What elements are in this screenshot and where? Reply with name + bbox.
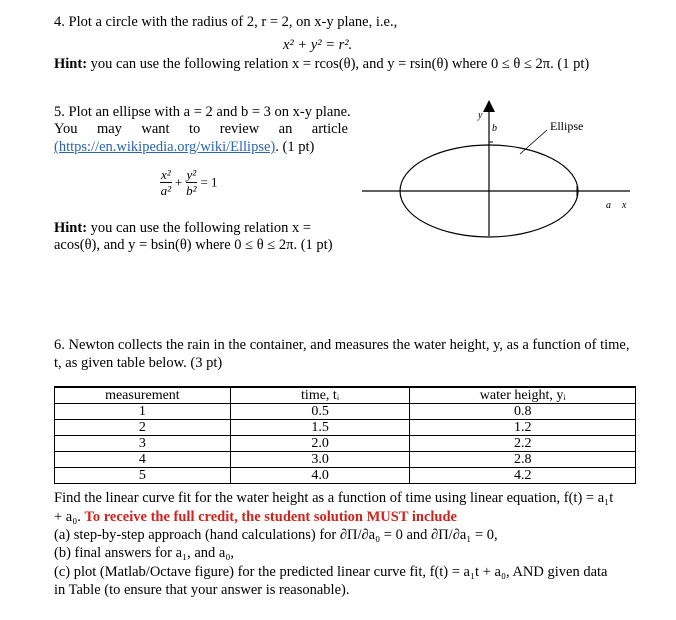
- ellipse-term-x: [160, 168, 172, 197]
- equals-one: = 1: [200, 174, 218, 190]
- q6-plus-a0: + a₀.: [54, 509, 85, 525]
- q6-credit-warning: To receive the full credit, the student solution MUST include: [84, 509, 457, 525]
- ellipse-figure: [348, 96, 640, 242]
- q6-item-b: (b) final answers for a₁, and a₀,: [54, 545, 235, 561]
- q4-hint-text: you can use the following relation x = rcos(θ), and y = rsin(θ) where 0 ≤ θ ≤ 2π. (1 pt): [90, 56, 590, 72]
- table-cell: 1.2: [410, 420, 636, 436]
- q5-hint-label: Hint:: [54, 220, 88, 236]
- ellipse-equation: [160, 168, 218, 197]
- table-cell: 3.0: [230, 452, 410, 468]
- table-cell: 2.0: [230, 436, 410, 452]
- q6-item-c-line2: in Table (to ensure that your answer is reasonable).: [54, 582, 350, 598]
- q4-hint: [54, 56, 589, 73]
- table-cell: 2: [55, 420, 231, 436]
- ellipse-term-y: [186, 168, 198, 197]
- q5-review-line: You may want to review an article: [54, 121, 348, 137]
- table-cell: 4.2: [410, 468, 636, 484]
- q6-statement-line2: t, as given table below. (3 pt): [54, 355, 223, 371]
- ellipse-leader-line: [520, 130, 547, 154]
- table-cell: 5: [55, 468, 231, 484]
- q4-statement: 4. Plot a circle with the radius of 2, r = 2, on x-y plane, i.e.,: [54, 14, 398, 30]
- b-label: b: [492, 123, 497, 134]
- q6-fit-instruction: Find the linear curve fit for the water height as a function of time using linear equation, f(t) = a₁t: [54, 490, 614, 506]
- table-cell: 3: [55, 436, 231, 452]
- q5-hint-line1: you can use the following relation x =: [90, 220, 312, 236]
- q6-item-c-line1: (c) plot (Matlab/Octave figure) for the predicted linear curve fit, f(t) = a₁t + a₀, AND given data: [54, 564, 608, 580]
- table-cell: 2.2: [410, 436, 636, 452]
- table-row: [55, 468, 636, 484]
- b-squared: b²: [186, 183, 197, 198]
- header-measurement: measurement: [55, 387, 231, 404]
- table-cell: 4.0: [230, 468, 410, 484]
- table-header-row: [55, 387, 636, 404]
- q5-statement: 5. Plot an ellipse with a = 2 and b = 3 on x-y plane.: [54, 104, 351, 120]
- header-time: time, tᵢ: [230, 387, 410, 404]
- q4-hint-label: Hint:: [54, 56, 88, 72]
- a-label: a: [606, 200, 611, 211]
- q5-hint: [54, 220, 311, 237]
- x-axis-label: x: [622, 200, 627, 211]
- water-height-table: [54, 386, 636, 484]
- q5-link-line: [54, 139, 314, 156]
- plus-sign: +: [174, 174, 183, 190]
- x-squared: x²: [161, 167, 171, 182]
- table-cell: 2.8: [410, 452, 636, 468]
- a-squared: a²: [160, 183, 172, 198]
- q5-points: . (1 pt): [275, 139, 315, 155]
- q4-equation: x² + y² = r².: [283, 37, 353, 53]
- table-row: [55, 452, 636, 468]
- y-squared: y²: [186, 167, 197, 182]
- y-axis-label: y: [478, 110, 483, 121]
- table-row: [55, 436, 636, 452]
- q5-hint-line2: acos(θ), and y = bsin(θ) where 0 ≤ θ ≤ 2π. (1 pt): [54, 237, 333, 253]
- table-cell: 1.5: [230, 420, 410, 436]
- wikipedia-ellipse-link[interactable]: (https://en.wikipedia.org/wiki/Ellipse): [54, 139, 276, 155]
- q6-credit-line: [54, 509, 457, 526]
- ellipse-label: Ellipse: [550, 119, 584, 133]
- q6-item-a: (a) step-by-step approach (hand calculations) for ∂Π/∂a₀ = 0 and ∂Π/∂a₁ = 0,: [54, 527, 498, 543]
- table-row: [55, 420, 636, 436]
- table-cell: 4: [55, 452, 231, 468]
- table-cell: 0.5: [230, 404, 410, 420]
- table-row: [55, 404, 636, 420]
- table-cell: 1: [55, 404, 231, 420]
- q6-statement-line1: 6. Newton collects the rain in the container, and measures the water height, y, as a function of time,: [54, 337, 630, 353]
- header-water-height: water height, yᵢ: [410, 387, 636, 404]
- table-cell: 0.8: [410, 404, 636, 420]
